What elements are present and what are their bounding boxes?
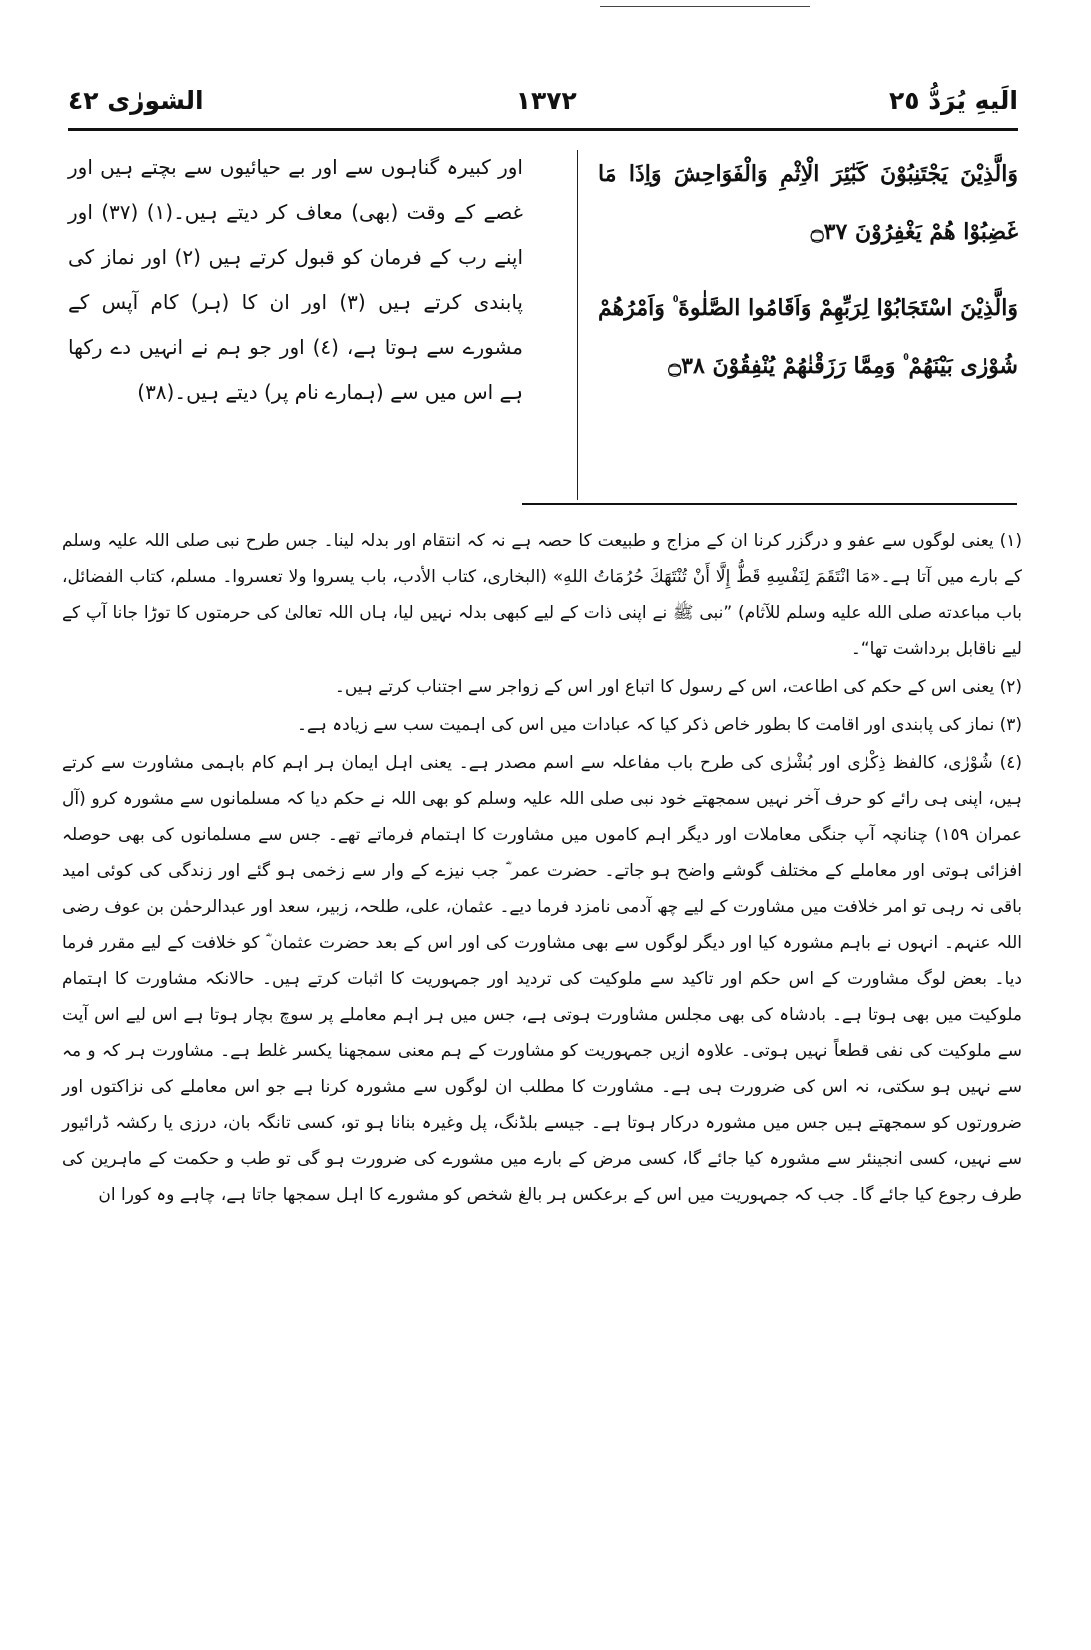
surah-title: الشورٰی ٤٢ <box>68 85 204 115</box>
footnote: (٤) شُوْرٰی، کالفظ ذِکْرٰی اور بُشْرٰی کی طرح باب مفاعلہ سے اسم مصدر ہے۔ یعنی اہل ایمان ہر اہم کام باہمی مشاورت سے کرتے ہیں، اپنی ہی رائے کو حرف آخر نہیں سمجھتے خود نبی صلی اللہ علیہ وسلم کو بھی اللہ نے حکم دیا کہ مسلمانوں سے مشورہ کرو (آل عمران ١٥٩) چنانچہ آپ جنگی معاملات اور دیگر اہم کاموں میں مشاورت کا اہتمام فرماتے تھے۔ جس سے مسلمانوں کی بھی حوصلہ افزائی ہوتی اور معاملے کے مختلف گوشے واضح ہو جاتے۔ حضرت عمر ؓ جب نیزے کے وار سے زخمی ہو گئے اور زندگی کی کوئی امید باقی نہ رہی تو امر خلافت میں مشاورت کے لیے چھ آدمی نامزد فرما دیے۔ عثمان، علی، طلحہ، زبیر، سعد اور عبدالرحمٰن بن عوف رضی اللہ عنہم۔ انہوں نے باہم مشورہ کیا اور دیگر لوگوں سے بھی مشاورت کی اور اس کے بعد حضرت عثمان ؓ کو خلافت کے لیے مقرر فرما دیا۔ بعض لوگ مشاورت کے اس حکم اور تاکید سے ملوکیت کی تردید اور جمہوریت کا اثبات کرتے ہیں۔ حالانکہ مشاورت کا اہتمام ملوکیت میں بھی ہوتا ہے۔ بادشاہ کی بھی مجلس مشاورت ہوتی ہے، جس میں ہر اہم معاملے پر سوچ بچار ہوتا ہے اس لیے اس آیت سے ملوکیت کی نفی قطعاً نہیں ہوتی۔ علاوہ ازیں جمہوریت کو مشاورت کے ہم معنی سمجھنا یکسر غلط ہے۔ مشاورت ہر کہ و مہ سے نہیں ہو سکتی، نہ اس کی ضرورت ہی ہے۔ مشاورت کا مطلب ان لوگوں سے مشورہ کرنا ہے جو اس معاملے کی نزاکتوں اور ضرورتوں کو سمجھتے ہیں جس میں مشورہ درکار ہوتا ہے۔ جیسے بلڈنگ، پل وغیرہ بنانا ہو تو، کسی تانگہ بان، درزی یا رکشہ ڈرائیور سے نہیں، کسی انجینئر سے مشورہ کیا جائے گا، کسی مرض کے بارے میں مشورے کی ضرورت ہو گی تو طب و حکمت کے ماہرین کی طرف رجوع کیا جائے گا۔ جب کہ جمہوریت میں اس کے برعکس ہر بالغ شخص کو مشورے کا اہل سمجھا جاتا ہے، چاہے وہ کورا ان <box>62 753 1022 1205</box>
footnote: (٣) نماز کی پابندی اور اقامت کا بطور خاص ذکر کیا کہ عبادات میں اس کی اہمیت سب سے زیادہ ہے۔ <box>296 715 1022 735</box>
footnotes-rule <box>522 503 1017 505</box>
page-number: ١٣٧٢ <box>515 85 577 115</box>
header-rule <box>68 128 1018 131</box>
arabic-verses <box>598 145 1018 413</box>
page-header <box>68 80 1018 120</box>
urdu-translation <box>68 145 523 415</box>
footnote: (١) یعنی لوگوں سے عفو و درگزر کرنا ان کے مزاج و طبیعت کا حصہ ہے نہ کہ انتقام اور بدلہ لینا۔ جس طرح نبی صلی اللہ علیہ وسلم کے بارے میں آتا ہے۔«مَا انْتَقَمَ لِنَفْسِهِ قَطُّ إِلَّا أَنْ تُنْتَهَكَ حُرُمَاتُ اللهِ» (البخاری، کتاب الأدب، باب یسروا ولا تعسروا۔ مسلم، کتاب الفضائل، باب مباعدته صلى الله عليه وسلم للآثام) ”نبی ﷺ نے اپنی ذات کے لیے کبھی بدلہ نہیں لیا، ہاں اللہ تعالیٰ کی حرمتوں کا توڑا جانا آپ کے لیے ناقابل برداشت تھا“۔ <box>62 531 1022 659</box>
juz-title: الَيهِ يُرَدُّ ٢٥ <box>888 85 1018 115</box>
column-divider <box>577 150 578 500</box>
footnotes <box>62 523 1022 1215</box>
arabic-verse: وَالَّذِيْنَ اسْتَجَابُوْا لِرَبِّهِمْ وَاَقَامُوا الصَّلٰوةَ ۠ وَاَمْرُهُمْ شُوْرٰى بَيْنَهُمْ ۠ وَمِمَّا رَزَقْنٰهُمْ يُنْفِقُوْنَ ۝٣٨ <box>598 295 1018 379</box>
translation-text: اور کبیرہ گناہوں سے اور بے حیائیوں سے بچتے ہیں اور غصے کے وقت (بھی) معاف کر دیتے ہیں۔(١) (٣٧) اور اپنے رب کے فرمان کو قبول کرتے ہیں (٢) اور نماز کی پابندی کرتے ہیں (٣) اور ان کا (ہر) کام آپس کے مشورے سے ہوتا ہے، (٤) اور جو ہم نے انہیں دے رکھا ہے اس میں سے (ہمارے نام پر) دیتے ہیں۔(٣٨) <box>68 155 524 404</box>
footnote: (٢) یعنی اس کے حکم کی اطاعت، اس کے رسول کا اتباع اور اس کے زواجر سے اجتناب کرتے ہیں۔ <box>334 677 1022 697</box>
top-rule <box>600 6 810 7</box>
arabic-verse: وَالَّذِيْنَ يَجْتَنِبُوْنَ كَبٰٓئِرَ الْاِثْمِ وَالْفَوَاحِشَ وَاِذَا مَا غَضِبُوْا هُمْ يَغْفِرُوْنَ ۝٣٧ <box>598 161 1018 245</box>
verse-columns <box>68 145 1018 495</box>
